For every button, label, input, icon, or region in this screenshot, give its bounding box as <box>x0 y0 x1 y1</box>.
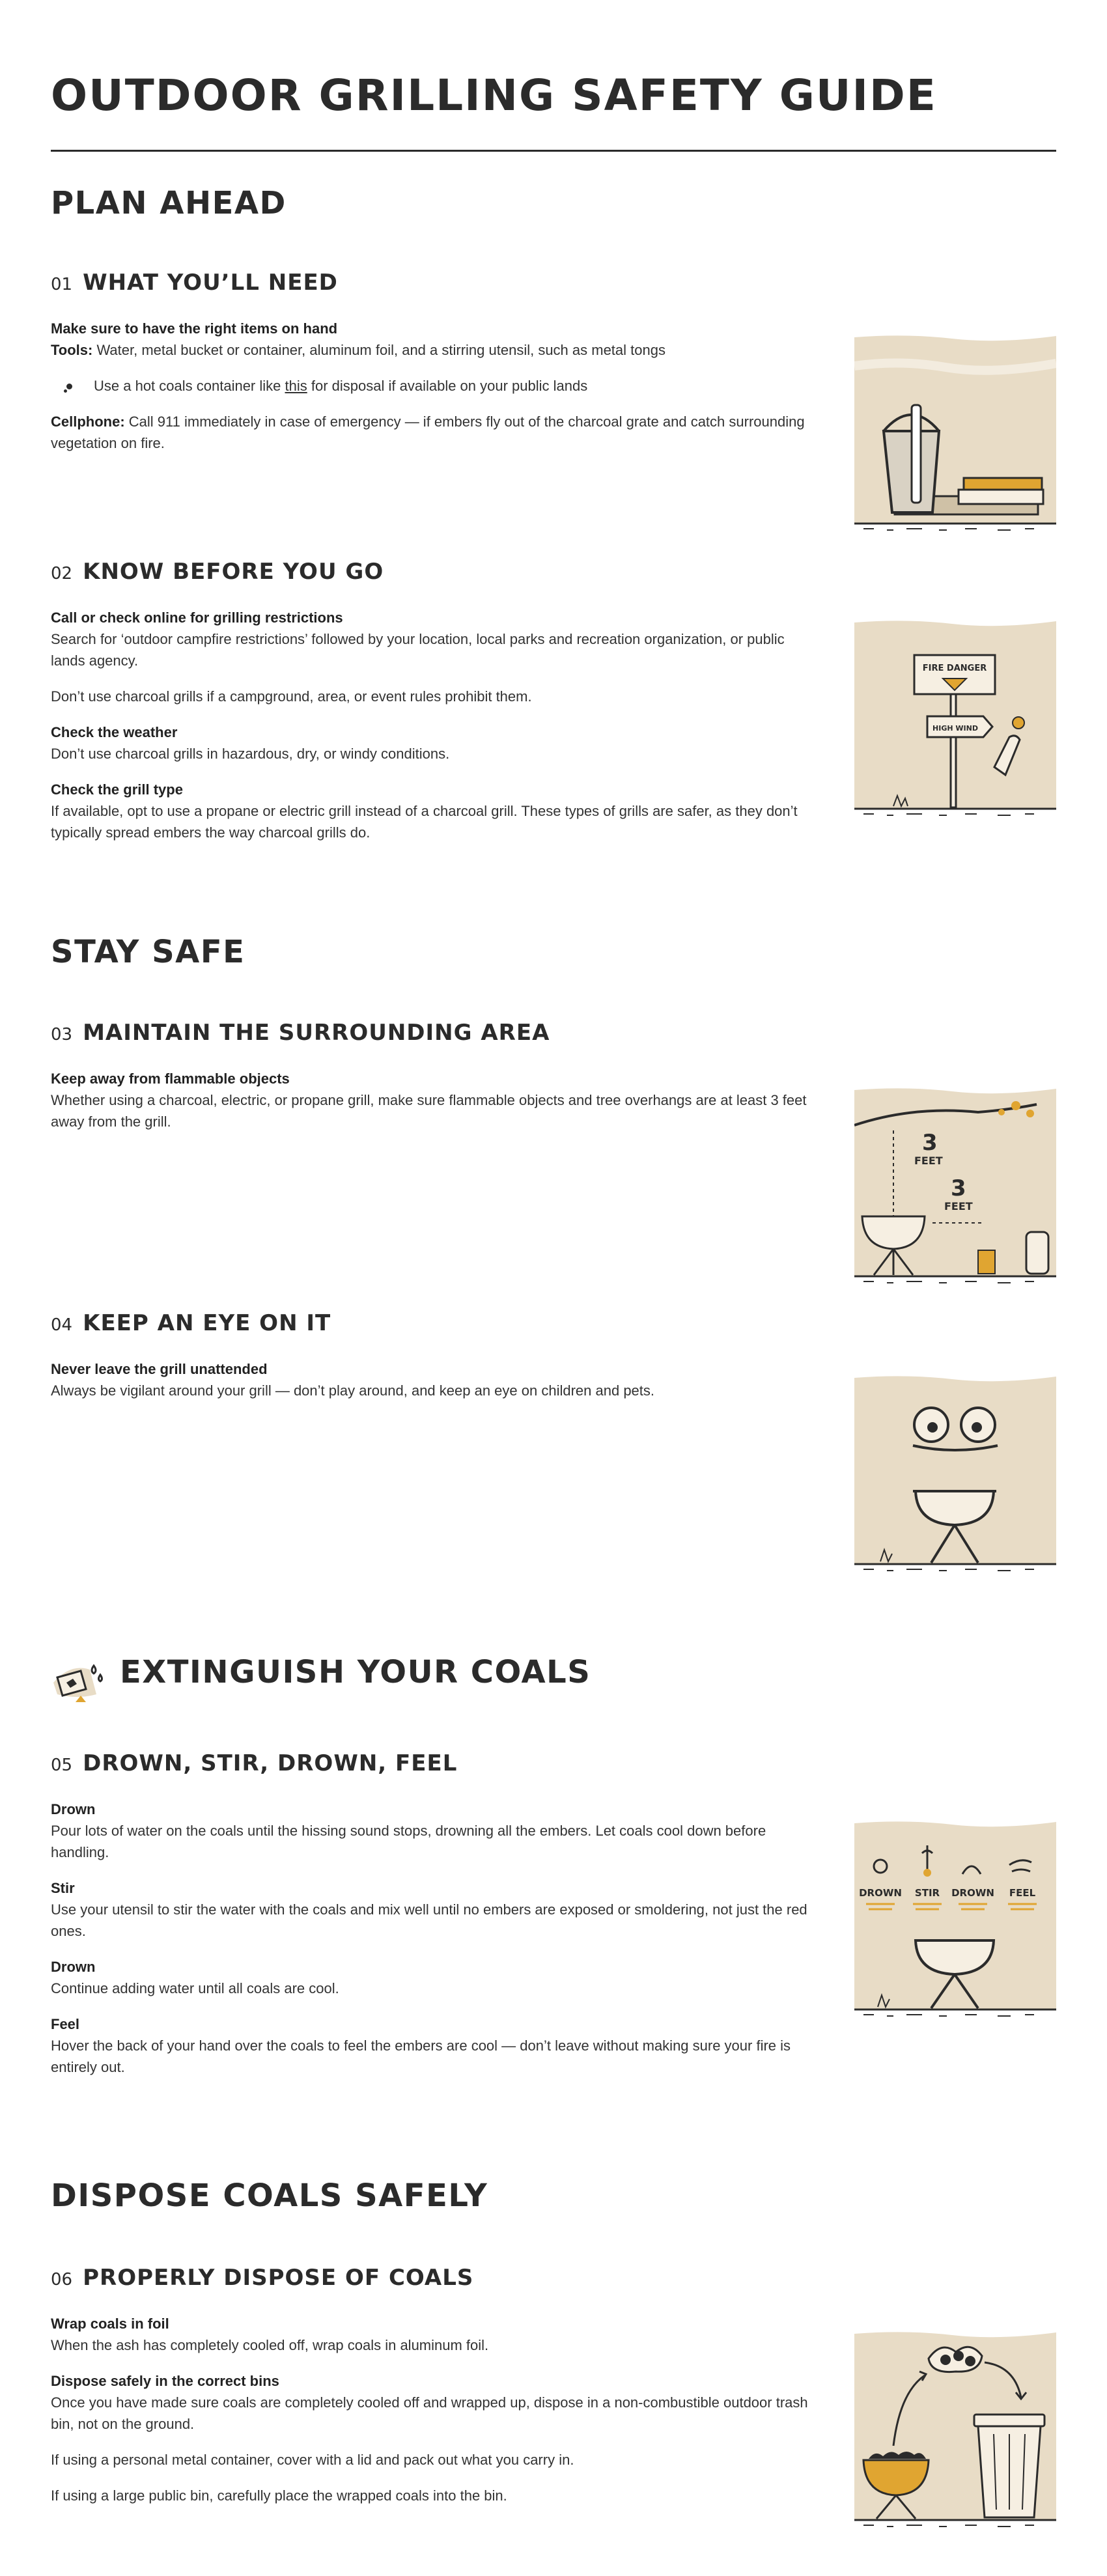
sign-title: FIRE DANGER <box>922 664 987 673</box>
step-06-number: 06 <box>51 2270 73 2289</box>
step-05-number: 05 <box>51 1756 73 1775</box>
step-06-body <box>51 2313 813 2521</box>
step-05-text-3: Continue adding water until all coals are cool. <box>51 1980 339 1996</box>
list-item <box>94 375 813 397</box>
step-01-body <box>51 318 813 468</box>
step-02-text-4: If available, opt to use a propane or electric grill instead of a charcoal grill. These types of grills are safer, as they don’t typically spread embers the way charcoal grills do. <box>51 803 798 841</box>
step-05-label-4: Feel <box>51 2016 80 2032</box>
title-divider <box>51 150 1056 152</box>
measure-vertical-unit: FEET <box>914 1155 943 1167</box>
step-05-label-2: Stir <box>51 1880 75 1896</box>
step-02-label-1: Call or check online for grilling restrictions <box>51 609 343 626</box>
step-04-title: KEEP AN EYE ON IT <box>83 1310 331 1336</box>
step-06-heading <box>51 2265 473 2291</box>
step-05-label-3: Drown <box>51 1959 96 1975</box>
hot-coals-container-link[interactable]: this <box>285 378 307 394</box>
step-05-text-1: Pour lots of water on the coals until the hissing sound stops, drowning all the embers. Let coals cool down before handling. <box>51 1823 766 1860</box>
step-02-number: 02 <box>51 564 73 583</box>
step-01-heading <box>51 270 338 296</box>
drown-stir-feel-icon <box>854 1819 1056 2021</box>
step-02-label-3: Check the weather <box>51 724 178 740</box>
step-03-number: 03 <box>51 1025 73 1044</box>
step-06-text-4: If using a large public bin, carefully place the wrapped coals into the bin. <box>51 2487 507 2504</box>
ill-label-drown-1: DROWN <box>859 1887 902 1899</box>
section-title-plan-ahead: PLAN AHEAD <box>51 185 287 221</box>
step-05-title: DROWN, STIR, DROWN, FEEL <box>83 1750 458 1776</box>
step-06-text-1: When the ash has completely cooled off, wrap coals in aluminum foil. <box>51 2337 489 2353</box>
extinguish-coals-icon <box>51 1651 109 1703</box>
bullet-text-pre: Use a hot coals container like <box>94 378 281 394</box>
cellphone-text: Call 911 immediately in case of emergency — if embers fly out of the charcoal grate and catch surrounding vegetation on fire. <box>51 413 805 451</box>
step-03-title: MAINTAIN THE SURROUNDING AREA <box>83 1020 550 1046</box>
step-05-heading <box>51 1750 457 1776</box>
section-title-extinguish: EXTINGUISH YOUR COALS <box>120 1654 591 1690</box>
measure-vertical-number: 3 <box>922 1130 938 1156</box>
step-06-label-2: Dispose safely in the correct bins <box>51 2373 279 2389</box>
step-02-body <box>51 607 813 858</box>
step-06-label-1: Wrap coals in foil <box>51 2316 169 2332</box>
measure-horizontal-number: 3 <box>951 1175 966 1201</box>
cellphone-label: Cellphone: <box>51 413 125 430</box>
sign-arrow-text: HIGH WIND <box>932 724 978 733</box>
page-title: OUTDOOR GRILLING SAFETY GUIDE <box>51 70 937 120</box>
step-04-heading <box>51 1310 331 1336</box>
coals-bin-icon <box>854 2330 1056 2532</box>
grill-distance-icon <box>854 1086 1056 1288</box>
step-05-label-1: Drown <box>51 1801 96 1817</box>
step-05-body <box>51 1799 813 2092</box>
tools-text: Water, metal bucket or container, aluminum foil, and a stirring utensil, such as metal tongs <box>96 342 666 358</box>
ill-label-feel: FEEL <box>1009 1887 1036 1899</box>
section-title-stay-safe: STAY SAFE <box>51 934 245 970</box>
section-title-dispose: DISPOSE COALS SAFELY <box>51 2177 488 2214</box>
step-02-label-4: Check the grill type <box>51 781 183 798</box>
step-02-text-2: Don’t use charcoal grills if a campground, area, or event rules prohibit them. <box>51 688 532 705</box>
step-05-text-4: Hover the back of your hand over the coals to feel the embers are cool — don’t leave without making sure your fire is entirely out. <box>51 2037 791 2075</box>
step-06-title: PROPERLY DISPOSE OF COALS <box>83 2265 474 2291</box>
step-04-label-1: Never leave the grill unattended <box>51 1361 268 1377</box>
step-04-text-1: Always be vigilant around your grill — don’t play around, and keep an eye on children and pets. <box>51 1382 655 1399</box>
step-06-text-3: If using a personal metal container, cover with a lid and pack out what you carry in. <box>51 2452 574 2468</box>
step-04-body <box>51 1358 813 1416</box>
step-02-text-1: Search for ‘outdoor campfire restrictions’ followed by your location, local parks and recreation organization, or public lands agency. <box>51 631 785 669</box>
step-06-text-2: Once you have made sure coals are completely cooled off and wrapped up, dispose in a non-combustible outdoor trash bin, not on the ground. <box>51 2394 808 2432</box>
step-04-number: 04 <box>51 1315 73 1335</box>
step-01-label: Make sure to have the right items on hand <box>51 320 338 337</box>
fire-danger-sign-icon <box>854 619 1056 820</box>
step-02-heading <box>51 559 384 585</box>
step-03-heading <box>51 1020 550 1046</box>
bullet-text-post: for disposal if available on your public lands <box>311 378 588 394</box>
step-02-text-3: Don’t use charcoal grills in hazardous, dry, or windy conditions. <box>51 746 450 762</box>
step-03-body <box>51 1068 813 1147</box>
step-03-text-1: Whether using a charcoal, electric, or propane grill, make sure flammable objects and tree overhangs are at least 3 feet away from the grill. <box>51 1092 807 1130</box>
step-03-label-1: Keep away from flammable objects <box>51 1071 290 1087</box>
tools-label: Tools: <box>51 342 93 358</box>
ill-label-drown-2: DROWN <box>951 1887 994 1899</box>
ill-label-stir: STIR <box>914 1887 940 1899</box>
step-05-text-2: Use your utensil to stir the water with the coals and mix well until no embers are exposed or smoldering, not just the red ones. <box>51 1901 807 1939</box>
measure-horizontal-unit: FEET <box>944 1200 973 1212</box>
bucket-icon <box>854 333 1056 535</box>
step-02-title: KNOW BEFORE YOU GO <box>83 559 384 585</box>
step-01-number: 01 <box>51 275 73 294</box>
watching-eyes-icon <box>854 1374 1056 1576</box>
step-01-title: WHAT YOU’LL NEED <box>83 270 338 296</box>
